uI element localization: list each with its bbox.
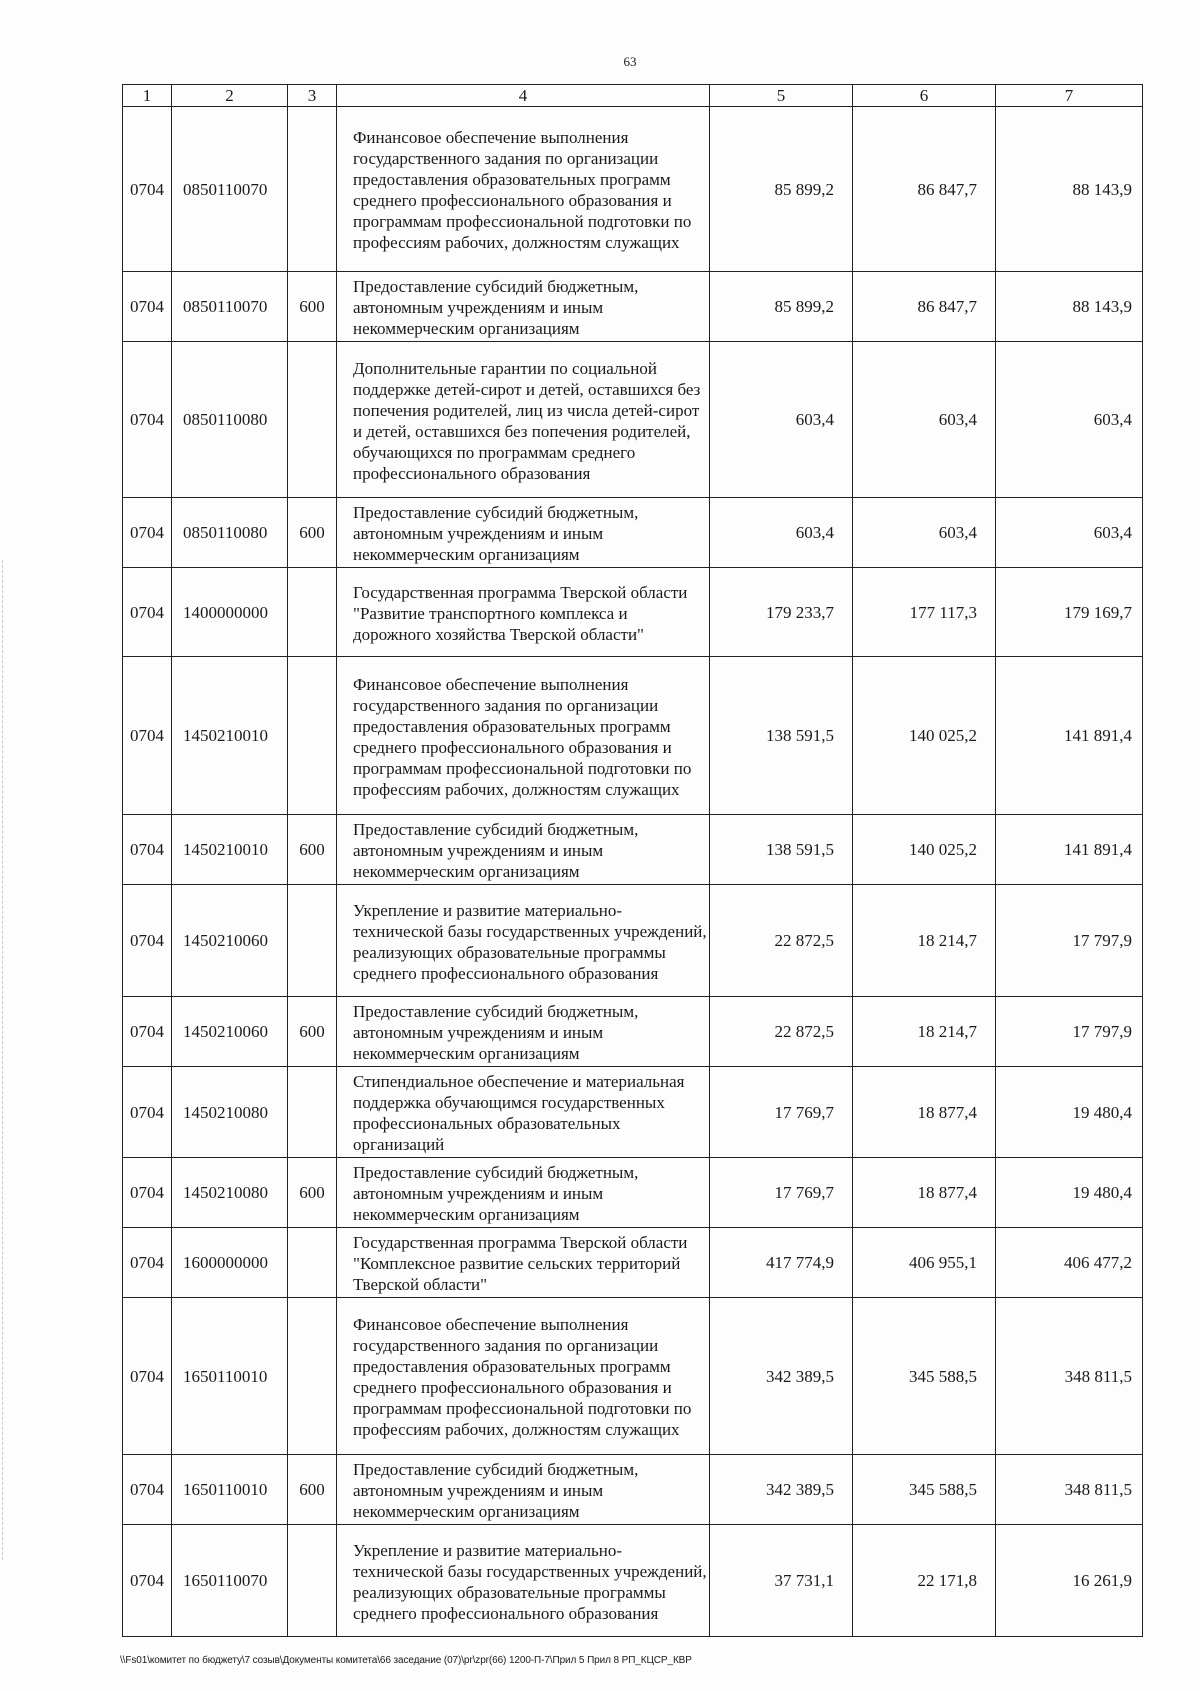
table-row [123,1298,1143,1455]
table-row [123,1525,1143,1637]
description-cell: Укрепление и развитие материально-технической базы государственных учреждений, реализующих образовательные программы среднего профессионального образования [337,885,710,997]
table-row [123,1067,1143,1158]
amount-cell: 88 143,9 [996,272,1143,342]
section-cell: 0704 [123,107,172,272]
table-row [123,997,1143,1067]
amount-cell: 18 214,7 [853,885,996,997]
expense-type-cell: 600 [288,498,337,568]
amount-cell: 17 797,9 [996,997,1143,1067]
amount-cell: 85 899,2 [710,272,853,342]
amount-cell: 603,4 [996,498,1143,568]
amount-cell: 86 847,7 [853,272,996,342]
expense-type-cell [288,568,337,657]
section-cell: 0704 [123,568,172,657]
amount-cell: 417 774,9 [710,1228,853,1298]
target-code-cell: 1650110010 [172,1455,288,1525]
amount-cell: 603,4 [853,498,996,568]
description-cell: Укрепление и развитие материально-технической базы государственных учреждений, реализующих образовательные программы среднего профессионального образования [337,1525,710,1637]
amount-cell: 16 261,9 [996,1525,1143,1637]
description-cell: Предоставление субсидий бюджетным, автономным учреждениям и иным некоммерческим организациям [337,272,710,342]
amount-cell: 603,4 [710,342,853,498]
expense-type-cell: 600 [288,1455,337,1525]
amount-cell: 140 025,2 [853,815,996,885]
amount-cell: 348 811,5 [996,1298,1143,1455]
target-code-cell: 1450210010 [172,815,288,885]
expense-type-cell [288,342,337,498]
header-cell-6: 6 [853,85,996,107]
page-number: 63 [623,54,637,69]
header-row [123,85,1143,107]
amount-cell: 17 769,7 [710,1067,853,1158]
amount-cell: 22 872,5 [710,997,853,1067]
section-cell: 0704 [123,1067,172,1158]
expense-type-cell [288,1228,337,1298]
amount-cell: 406 955,1 [853,1228,996,1298]
amount-cell: 140 025,2 [853,657,996,815]
section-cell: 0704 [123,1158,172,1228]
amount-cell: 19 480,4 [996,1067,1143,1158]
amount-cell: 85 899,2 [710,107,853,272]
table-row [123,498,1143,568]
amount-cell: 18 877,4 [853,1067,996,1158]
section-cell: 0704 [123,1298,172,1455]
description-cell: Дополнительные гарантии по социальной поддержке детей-сирот и детей, оставшихся без попечения родителей, лиц из числа детей-сирот и детей, оставшихся без попечения родителей, обучающихся по программам среднего профессионального образования [337,342,710,498]
header-cell-2: 2 [172,85,288,107]
description-cell: Стипендиальное обеспечение и материальная поддержка обучающимся государственных профессиональных образовательных организаций [337,1067,710,1158]
amount-cell: 22 171,8 [853,1525,996,1637]
section-cell: 0704 [123,342,172,498]
amount-cell: 345 588,5 [853,1298,996,1455]
amount-cell: 18 877,4 [853,1158,996,1228]
expense-type-cell: 600 [288,997,337,1067]
section-cell: 0704 [123,1455,172,1525]
amount-cell: 406 477,2 [996,1228,1143,1298]
budget-table [122,84,1143,1637]
target-code-cell: 1400000000 [172,568,288,657]
amount-cell: 141 891,4 [996,657,1143,815]
expense-type-cell [288,1525,337,1637]
table-row [123,1455,1143,1525]
header-cell-3: 3 [288,85,337,107]
section-cell: 0704 [123,997,172,1067]
amount-cell: 179 169,7 [996,568,1143,657]
table-row [123,1158,1143,1228]
amount-cell: 179 233,7 [710,568,853,657]
amount-cell: 17 797,9 [996,885,1143,997]
description-cell: Государственная программа Тверской области "Развитие транспортного комплекса и дорожного хозяйства Тверской области" [337,568,710,657]
target-code-cell: 1450210080 [172,1158,288,1228]
table-row [123,107,1143,272]
description-cell: Государственная программа Тверской области "Комплексное развитие сельских территорий Тверской области" [337,1228,710,1298]
expense-type-cell [288,1298,337,1455]
target-code-cell: 1450210060 [172,997,288,1067]
amount-cell: 141 891,4 [996,815,1143,885]
header-cell-4: 4 [337,85,710,107]
amount-cell: 18 214,7 [853,997,996,1067]
amount-cell: 88 143,9 [996,107,1143,272]
target-code-cell: 1450210010 [172,657,288,815]
description-cell: Финансовое обеспечение выполнения государственного задания по организации предоставления образовательных программ среднего профессионального образования и программам профессиональной подготовки по профессиям рабочих, должностям служащих [337,1298,710,1455]
expense-type-cell: 600 [288,815,337,885]
amount-cell: 19 480,4 [996,1158,1143,1228]
target-code-cell: 1600000000 [172,1228,288,1298]
target-code-cell: 1450210060 [172,885,288,997]
target-code-cell: 0850110070 [172,272,288,342]
description-cell: Предоставление субсидий бюджетным, автономным учреждениям и иным некоммерческим организациям [337,1455,710,1525]
table-row [123,568,1143,657]
description-cell: Предоставление субсидий бюджетным, автономным учреждениям и иным некоммерческим организациям [337,1158,710,1228]
table-row [123,815,1143,885]
expense-type-cell: 600 [288,1158,337,1228]
header-cell-1: 1 [123,85,172,107]
description-cell: Предоставление субсидий бюджетным, автономным учреждениям и иным некоммерческим организациям [337,498,710,568]
target-code-cell: 0850110070 [172,107,288,272]
expense-type-cell: 600 [288,272,337,342]
section-cell: 0704 [123,885,172,997]
amount-cell: 22 872,5 [710,885,853,997]
section-cell: 0704 [123,815,172,885]
section-cell: 0704 [123,657,172,815]
expense-type-cell [288,885,337,997]
expense-type-cell [288,657,337,815]
description-cell: Финансовое обеспечение выполнения государственного задания по организации предоставления образовательных программ среднего профессионального образования и программам профессиональной подготовки по профессиям рабочих, должностям служащих [337,107,710,272]
table-row [123,1228,1143,1298]
description-cell: Предоставление субсидий бюджетным, автономным учреждениям и иным некоммерческим организациям [337,815,710,885]
section-cell: 0704 [123,272,172,342]
target-code-cell: 0850110080 [172,342,288,498]
section-cell: 0704 [123,1525,172,1637]
amount-cell: 342 389,5 [710,1298,853,1455]
scan-margin-marks [2,560,4,1560]
target-code-cell: 1650110070 [172,1525,288,1637]
amount-cell: 138 591,5 [710,815,853,885]
header-cell-5: 5 [710,85,853,107]
amount-cell: 86 847,7 [853,107,996,272]
expense-type-cell [288,1067,337,1158]
amount-cell: 17 769,7 [710,1158,853,1228]
amount-cell: 603,4 [710,498,853,568]
expense-type-cell [288,107,337,272]
section-cell: 0704 [123,1228,172,1298]
description-cell: Предоставление субсидий бюджетным, автономным учреждениям и иным некоммерческим организациям [337,997,710,1067]
amount-cell: 342 389,5 [710,1455,853,1525]
section-cell: 0704 [123,498,172,568]
target-code-cell: 0850110080 [172,498,288,568]
amount-cell: 348 811,5 [996,1455,1143,1525]
table-row [123,885,1143,997]
target-code-cell: 1650110010 [172,1298,288,1455]
description-cell: Финансовое обеспечение выполнения государственного задания по организации предоставления образовательных программ среднего профессионального образования и программам профессиональной подготовки по профессиям рабочих, должностям служащих [337,657,710,815]
table-row [123,272,1143,342]
amount-cell: 177 117,3 [853,568,996,657]
amount-cell: 603,4 [853,342,996,498]
header-cell-7: 7 [996,85,1143,107]
target-code-cell: 1450210080 [172,1067,288,1158]
table-row [123,657,1143,815]
file-path-footer: \\Fs01\комитет по бюджету\7 созыв\Документы комитета\66 заседание (07)\pr\zpr(66) 1200-П-7\Прил 5 Прил 8 РП_КЦСР_КВР [120,1655,692,1666]
amount-cell: 603,4 [996,342,1143,498]
amount-cell: 37 731,1 [710,1525,853,1637]
table-row [123,342,1143,498]
amount-cell: 345 588,5 [853,1455,996,1525]
amount-cell: 138 591,5 [710,657,853,815]
